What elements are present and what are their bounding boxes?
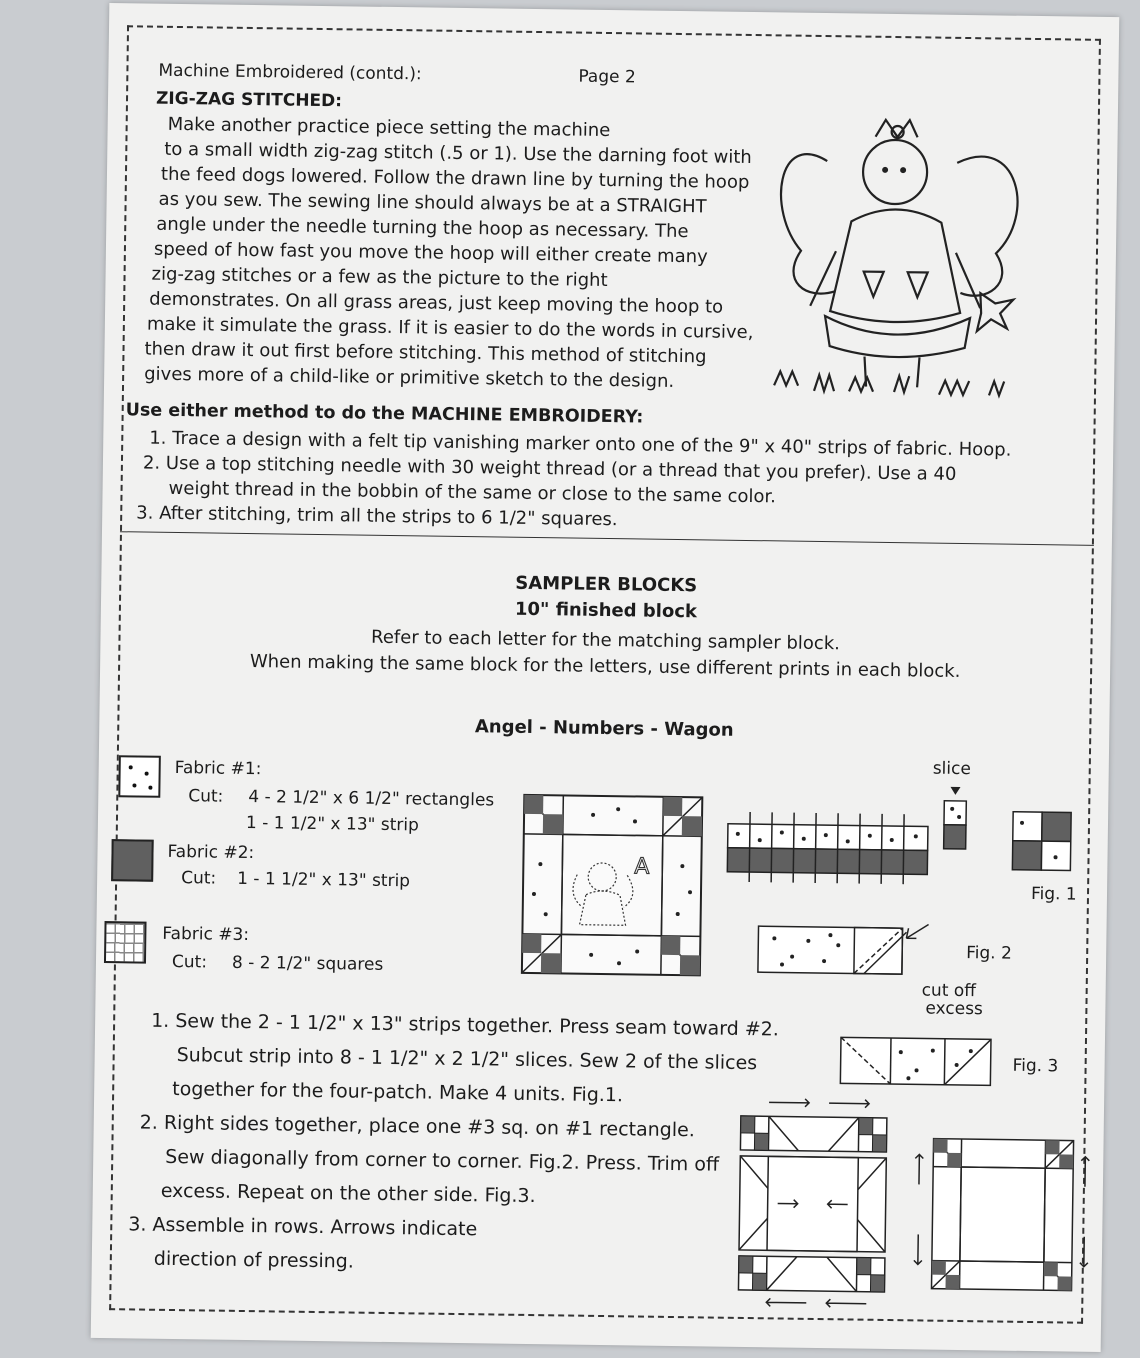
zigzag-line: speed of how fast you move the hoop will either create many (153, 238, 708, 268)
method-steps (126, 425, 1077, 538)
fabric-1-label: Fabric #1: (174, 758, 262, 780)
fabric-1-cut-label: Cut: (188, 786, 224, 807)
fabric-3-cut-label: Cut: (171, 951, 208, 973)
zigzag-line: zig-zag stitches or a few as the picture to the right (151, 263, 608, 291)
assembly-step: 1. Sew the 2 - 1 1/2" x 13" strips together. Press seam toward #2. (151, 1009, 780, 1041)
excess-label: excess (925, 998, 983, 1020)
fabric-3-swatch (104, 921, 147, 964)
assembly-step: together for the four-patch. Make 4 units. Fig.1. (172, 1077, 624, 1107)
sampler-when-note: When making the same block for the letters, use different prints in each block. (249, 651, 961, 682)
finished-block-diagram (521, 794, 703, 976)
four-patch-diagram (1011, 811, 1072, 872)
fig3-diagram (838, 1031, 999, 1093)
cut-off-label: cut off (921, 980, 977, 1002)
fig1-label: Fig. 1 (1030, 883, 1077, 905)
zigzag-line: Make another practice piece setting the machine (167, 113, 611, 142)
method-step: 1. Trace a design with a felt tip vanishing marker onto one of the 9" x 40" strips of fabric. Hoop. (149, 427, 1012, 461)
fig2-diagram (756, 920, 937, 983)
fig3-label: Fig. 3 (1012, 1055, 1059, 1077)
assembly-step: 2. Right sides together, place one #3 sq. on #1 rectangle. (139, 1111, 695, 1142)
fabric-2-cut-label: Cut: (181, 868, 217, 889)
slice-label: slice (932, 758, 972, 780)
zigzag-line: then draw it out first before stitching. This method of stitching (144, 338, 707, 368)
assembly-step: Subcut strip into 8 - 1 1/2" x 2 1/2" slices. Sew 2 of the slices (176, 1044, 758, 1075)
assembly-step: 3. Assemble in rows. Arrows indicate (128, 1213, 478, 1241)
zigzag-line: to a small width zig-zag stitch (.5 or 1). Use the darning foot with (164, 138, 752, 168)
fabric-2-swatch (111, 839, 154, 882)
assembly-step: excess. Repeat on the other side. Fig.3. (160, 1179, 536, 1208)
method-step: weight thread in the bobbin of the same or close to the same color. (168, 477, 777, 508)
sampler-refer-note: Refer to each letter for the matching sampler block. (370, 626, 841, 655)
method-step: 2. Use a top stitching needle with 30 weight thread (or a thread that you prefer). Use a 40 (142, 452, 957, 485)
assembly-step: direction of pressing. (153, 1247, 355, 1273)
fabric-3-label: Fabric #3: (162, 923, 250, 946)
zigzag-instructions (144, 112, 788, 396)
section-heading: Machine Embroidered (contd.): (158, 60, 422, 85)
assembly-steps (112, 1003, 836, 1285)
fabric-1-cut: 1 - 1 1/2" x 13" strip (245, 813, 419, 836)
zigzag-line: demonstrates. On all grass areas, just keep moving the hoop to (149, 288, 724, 318)
assembled-block-diagram (911, 1134, 1093, 1296)
fig2-label: Fig. 2 (966, 943, 1013, 964)
slice-diagram (940, 787, 971, 857)
pattern-page (91, 3, 1120, 1352)
angel-embroidery-illustration (754, 100, 1058, 414)
zigzag-line: as you sew. The sewing line should always be at a STRAIGHT (158, 188, 707, 218)
sampler-title: SAMPLER BLOCKS (515, 572, 698, 597)
zigzag-line: angle under the needle turning the hoop as necessary. The (156, 213, 689, 243)
zigzag-line: gives more of a child-like or primitive sketch to the design. (144, 363, 675, 392)
fabric-1-swatch (118, 755, 161, 798)
fabric-1-cut: 4 - 2 1/2" x 6 1/2" rectangles (248, 787, 495, 811)
fig1-strip-set (727, 812, 938, 885)
fabric-2-label: Fabric #2: (167, 841, 255, 864)
method-step: 3. After stitching, trim all the strips to 6 1/2" squares. (136, 502, 618, 531)
page-number: Page 2 (578, 66, 636, 88)
method-heading: Use either method to do the MACHINE EMBROIDERY: (125, 400, 644, 428)
block-letter: A (634, 854, 650, 880)
sampler-subtitle: 10" finished block (514, 598, 698, 623)
fabric-3-cut: 8 - 2 1/2" squares (231, 952, 384, 975)
block-name: Angel - Numbers - Wagon (474, 716, 734, 741)
zigzag-title: ZIG-ZAG STITCHED: (155, 88, 343, 112)
zigzag-line: the feed dogs lowered. Follow the drawn line by turning the hoop (160, 163, 750, 193)
assembly-step: Sew diagonally from corner to corner. Fig.2. Press. Trim off (165, 1145, 720, 1176)
fabric-2-cut: 1 - 1 1/2" x 13" strip (237, 868, 411, 892)
zigzag-line: make it simulate the grass. If it is easier to do the words in cursive, (146, 313, 754, 344)
